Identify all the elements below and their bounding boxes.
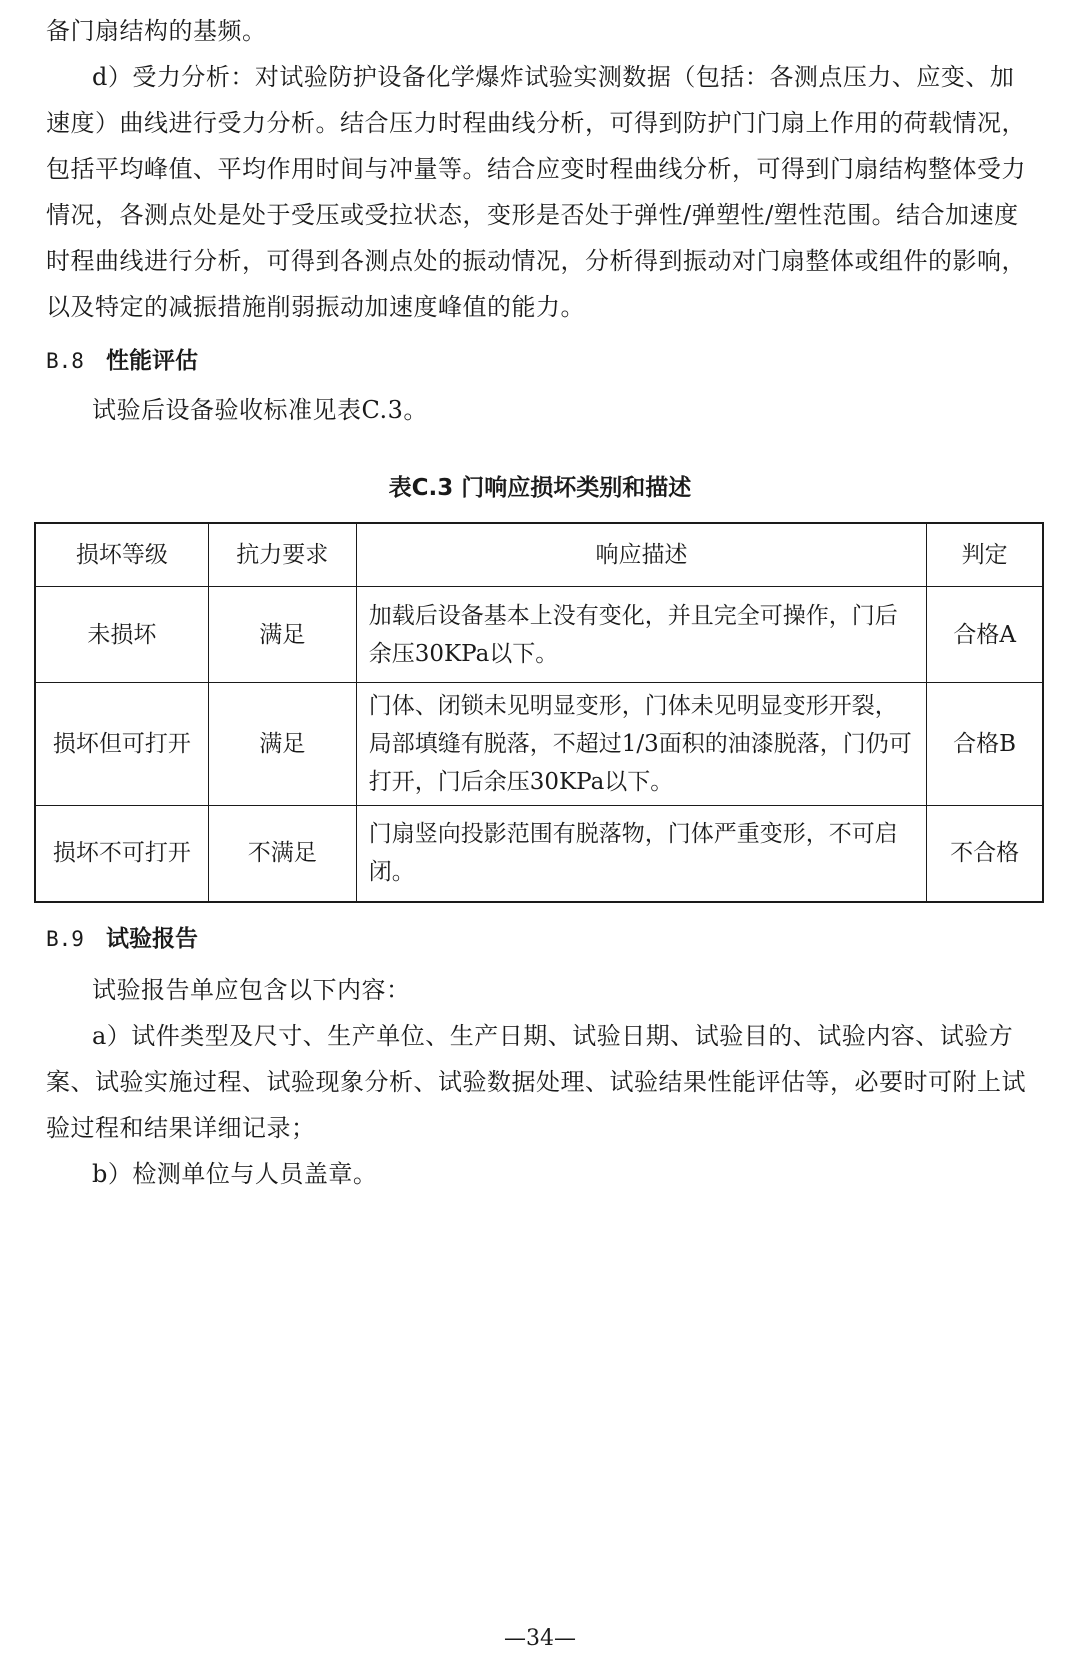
section-heading-b8 bbox=[46, 345, 198, 376]
paragraph-line: 备门扇结构的基频。 bbox=[46, 17, 267, 45]
table-header: 损坏等级 bbox=[35, 523, 208, 587]
table-header: 响应描述 bbox=[356, 523, 927, 587]
table-row bbox=[35, 587, 1043, 683]
table-header-row bbox=[35, 523, 1043, 587]
table-row bbox=[35, 683, 1043, 806]
table-header: 判定 bbox=[927, 523, 1043, 587]
paragraph-line: 情况，各测点处是处于受压或受拉状态，变形是否处于弹性/弹塑性/塑性范围。结合加速度 bbox=[46, 201, 1019, 229]
paragraph-line: 速度）曲线进行受力分析。结合压力时程曲线分析，可得到防护门门扇上作用的荷载情况， bbox=[46, 109, 1026, 137]
table-caption: 表C.3 门响应损坏类别和描述 bbox=[388, 475, 692, 501]
table-header: 抗力要求 bbox=[208, 523, 356, 587]
table-cell-requirement: 不满足 bbox=[208, 806, 356, 902]
table-cell-description: 门体、闭锁未见明显变形，门体未见明显变形开裂，局部填缝有脱落，不超过1/3面积的油漆脱落，门仍可打开，门后余压30KPa以下。 bbox=[356, 683, 927, 806]
section-number: B.8 bbox=[46, 349, 84, 373]
list-item-line: a）试件类型及尺寸、生产单位、生产日期、试验日期、试验目的、试验内容、试验方 bbox=[92, 1022, 1014, 1050]
paragraph-line: 包括平均峰值、平均作用时间与冲量等。结合应变时程曲线分析，可得到门扇结构整体受力 bbox=[46, 155, 1026, 183]
list-item-line: 验过程和结果详细记录； bbox=[46, 1114, 316, 1142]
table-cell-level: 损坏不可打开 bbox=[35, 806, 208, 902]
table-cell-verdict: 不合格 bbox=[927, 806, 1043, 902]
table-cell-level: 损坏但可打开 bbox=[35, 683, 208, 806]
section-title: 试验报告 bbox=[105, 926, 198, 952]
section-heading-b9 bbox=[46, 923, 198, 954]
table-cell-verdict: 合格B bbox=[927, 683, 1043, 806]
table-cell-description: 加载后设备基本上没有变化，并且完全可操作，门后余压30KPa以下。 bbox=[356, 587, 927, 683]
list-item-line: b）检测单位与人员盖章。 bbox=[92, 1160, 378, 1188]
list-item-line: 案、试验实施过程、试验现象分析、试验数据处理、试验结果性能评估等，必要时可附上试 bbox=[46, 1068, 1026, 1096]
section-body: 试验报告单应包含以下内容： bbox=[92, 976, 411, 1004]
table-cell-requirement: 满足 bbox=[208, 587, 356, 683]
table-cell-requirement: 满足 bbox=[208, 683, 356, 806]
section-body: 试验后设备验收标准见表C.3。 bbox=[92, 396, 428, 424]
table-cell-level: 未损坏 bbox=[35, 587, 208, 683]
table-cell-description: 门扇竖向投影范围有脱落物，门体严重变形，不可启闭。 bbox=[356, 806, 927, 902]
paragraph-line: d）受力分析：对试验防护设备化学爆炸试验实测数据（包括：各测点压力、应变、加 bbox=[92, 63, 1015, 91]
section-title: 性能评估 bbox=[105, 348, 198, 374]
table-row bbox=[35, 806, 1043, 902]
damage-category-table bbox=[34, 522, 1044, 903]
page-number: —34— bbox=[504, 1626, 576, 1651]
section-number: B.9 bbox=[46, 927, 84, 951]
paragraph-line: 以及特定的减振措施削弱振动加速度峰值的能力。 bbox=[46, 293, 585, 321]
paragraph-line: 时程曲线进行分析，可得到各测点处的振动情况，分析得到振动对门扇整体或组件的影响， bbox=[46, 247, 1026, 275]
table-cell-verdict: 合格A bbox=[927, 587, 1043, 683]
